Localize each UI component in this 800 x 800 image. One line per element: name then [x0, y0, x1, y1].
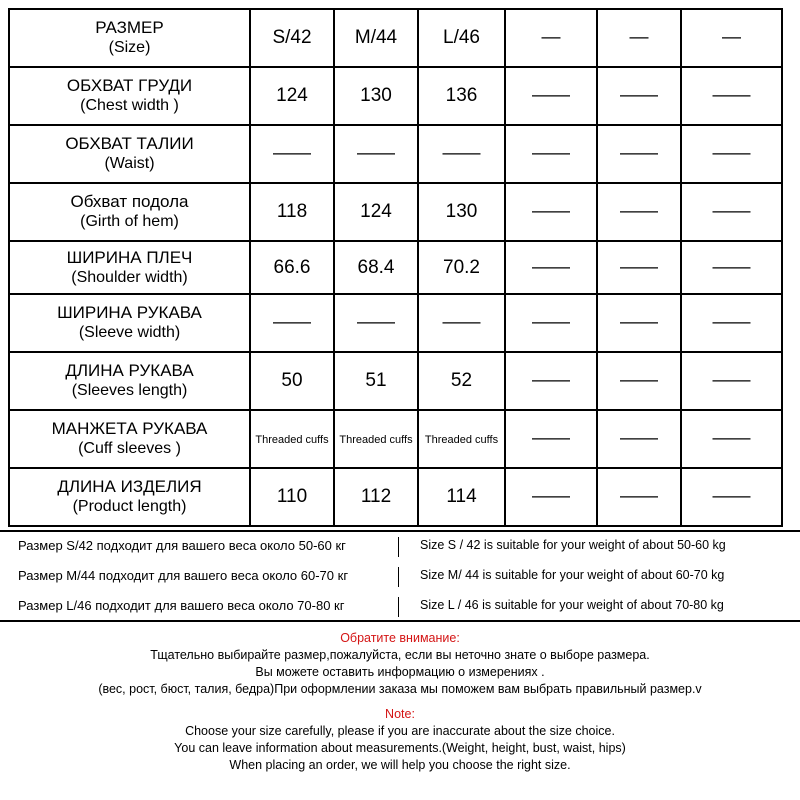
weight-row-en: Size M/ 44 is suitable for your weight of about 60-70 kg — [420, 568, 725, 582]
row-label-cell — [9, 9, 250, 67]
value-cell — [505, 183, 597, 241]
value-cell — [418, 67, 505, 125]
notes-line-en: You can leave information about measurements.(Weight, height, bust, waist, hips) — [174, 741, 626, 755]
value-cell — [681, 352, 782, 410]
value-text: —— — [442, 312, 481, 333]
notes-section — [0, 630, 800, 774]
notes-line-ru: Вы можете оставить информацию о измерениях . — [255, 665, 545, 679]
value-cell — [505, 410, 597, 468]
value-text: —— — [712, 486, 751, 507]
row-label-cell — [9, 67, 250, 125]
row-label-en: (Girth of hem) — [80, 213, 179, 230]
value-cell — [681, 183, 782, 241]
value-cell — [505, 9, 597, 67]
row-label-cell — [9, 294, 250, 352]
value-cell — [597, 125, 681, 183]
size-table-row — [9, 352, 782, 410]
value-text: 118 — [276, 201, 308, 222]
row-label-en: (Sleeve width) — [78, 324, 181, 341]
size-table-row — [9, 241, 782, 294]
weight-top-border — [0, 530, 800, 532]
notes-title-ru: Обратите внимание: — [340, 631, 460, 645]
value-cell — [505, 67, 597, 125]
row-label-en: (Shoulder width) — [71, 268, 188, 286]
value-cell — [334, 183, 418, 241]
row-label-cell — [9, 468, 250, 526]
value-cell — [597, 410, 681, 468]
value-text: M/44 — [354, 27, 398, 48]
value-text: 136 — [445, 85, 478, 106]
value-text: —— — [532, 312, 570, 333]
row-label-cell — [9, 125, 250, 183]
value-cell — [250, 294, 334, 352]
value-text: —— — [712, 201, 751, 222]
row-label-en: (Product length) — [72, 498, 187, 515]
value-cell — [418, 294, 505, 352]
weight-divider — [398, 597, 399, 617]
notes-line-ru: (вес, рост, бюст, талия, бедра)При оформлении заказа мы поможем вам выбрать правильный размер.v — [98, 682, 702, 696]
weight-divider — [398, 537, 399, 557]
weight-row-ru: Размер S/42 подходит для вашего веса около 50-60 кг — [18, 538, 346, 553]
weight-bottom-border — [0, 620, 800, 622]
value-cell — [505, 241, 597, 294]
value-cell — [250, 410, 334, 468]
row-label-ru: РАЗМЕР — [95, 18, 164, 37]
row-label-ru: Обхват подола — [70, 192, 189, 211]
value-cell — [505, 125, 597, 183]
value-text: —— — [620, 312, 658, 333]
notes-line-en: When placing an order, we will help you choose the right size. — [229, 758, 571, 772]
value-cell — [597, 67, 681, 125]
value-cell — [681, 125, 782, 183]
row-label-ru: ДЛИНА РУКАВА — [65, 361, 194, 380]
notes-line-ru: Тщательно выбирайте размер,пожалуйста, если вы неточно знате о выборе размера. — [150, 648, 650, 662]
value-text: 66.6 — [273, 256, 311, 278]
value-text: 112 — [360, 486, 392, 507]
value-cell — [250, 241, 334, 294]
value-cell — [250, 352, 334, 410]
value-text: L/46 — [443, 27, 480, 48]
value-text: —— — [532, 256, 570, 278]
value-cell — [418, 241, 505, 294]
size-table-row — [9, 410, 782, 468]
value-text: —— — [620, 201, 658, 222]
value-text: — — [629, 27, 649, 48]
value-text: S/42 — [272, 27, 312, 48]
value-text: —— — [620, 370, 658, 391]
value-cell — [418, 352, 505, 410]
row-label-ru: ОБХВАТ ТАЛИИ — [65, 134, 194, 153]
value-text: 130 — [360, 85, 392, 106]
row-label-ru: МАНЖЕТА РУКАВА — [51, 419, 208, 438]
weight-row-en: Size S / 42 is suitable for your weight of about 50-60 kg — [420, 538, 726, 552]
value-cell — [250, 125, 334, 183]
value-text: —— — [532, 486, 570, 507]
value-cell — [681, 468, 782, 526]
value-cell — [334, 352, 418, 410]
value-text: —— — [712, 312, 751, 333]
notes-line-en: Choose your size carefully, please if you are inaccurate about the size choice. — [185, 724, 615, 738]
row-label-cell — [9, 241, 250, 294]
value-cell — [418, 183, 505, 241]
value-text: —— — [357, 143, 395, 164]
value-cell — [681, 9, 782, 67]
value-text: 70.2 — [443, 256, 480, 278]
weight-row-en: Size L / 46 is suitable for your weight of about 70-80 kg — [420, 598, 724, 612]
value-cell — [250, 9, 334, 67]
value-cell — [334, 241, 418, 294]
value-text: —— — [620, 428, 658, 449]
value-cell — [505, 294, 597, 352]
weight-divider — [398, 567, 399, 587]
value-cell — [597, 352, 681, 410]
value-text: Threaded cuffs — [255, 434, 329, 446]
value-text: —— — [712, 256, 751, 278]
size-chart-table — [8, 8, 783, 527]
value-text: Threaded cuffs — [339, 434, 413, 446]
row-label-en: (Chest width ) — [80, 97, 179, 114]
value-text: 130 — [445, 201, 478, 222]
value-cell — [418, 125, 505, 183]
value-text: —— — [273, 143, 311, 164]
row-label-cell — [9, 352, 250, 410]
size-table-row — [9, 67, 782, 125]
value-text: Threaded cuffs — [424, 434, 499, 446]
value-cell — [250, 468, 334, 526]
value-text: —— — [273, 312, 311, 333]
row-label-cell — [9, 410, 250, 468]
row-label-en: (Cuff sleeves ) — [78, 440, 181, 457]
size-table-row — [9, 9, 782, 67]
row-label-ru: ШИРИНА ПЛЕЧ — [66, 247, 193, 267]
value-text: —— — [712, 143, 751, 164]
value-cell — [334, 67, 418, 125]
size-chart-body — [9, 9, 782, 526]
value-text: —— — [620, 143, 658, 164]
value-cell — [681, 241, 782, 294]
size-table-row — [9, 125, 782, 183]
value-cell — [505, 352, 597, 410]
weight-guide — [0, 521, 800, 622]
value-cell — [597, 294, 681, 352]
value-cell — [334, 9, 418, 67]
value-text: — — [541, 27, 561, 48]
value-text: —— — [620, 85, 658, 106]
value-cell — [334, 125, 418, 183]
weight-row-ru: Размер L/46 подходит для вашего веса около 70-80 кг — [18, 598, 345, 613]
size-table-row — [9, 468, 782, 526]
value-text: 52 — [450, 370, 473, 391]
value-text: 124 — [360, 201, 392, 222]
value-text: —— — [442, 143, 481, 164]
value-text: 50 — [281, 370, 303, 391]
value-cell — [250, 67, 334, 125]
value-text: 51 — [365, 370, 387, 391]
value-text: 110 — [276, 486, 308, 507]
row-label-cell — [9, 183, 250, 241]
value-text: —— — [532, 201, 570, 222]
weight-row-ru: Размер M/44 подходит для вашего веса около 60-70 кг — [18, 568, 349, 583]
value-text: —— — [532, 85, 570, 106]
value-cell — [334, 468, 418, 526]
value-cell — [250, 183, 334, 241]
row-label-ru: ОБХВАТ ГРУДИ — [66, 76, 193, 95]
value-text: —— — [357, 312, 395, 333]
value-cell — [418, 9, 505, 67]
value-text: —— — [620, 256, 658, 278]
value-cell — [681, 410, 782, 468]
value-cell — [597, 183, 681, 241]
value-cell — [597, 9, 681, 67]
value-cell — [681, 294, 782, 352]
row-label-en: (Waist) — [104, 155, 155, 172]
value-text: —— — [712, 85, 751, 106]
value-text: 114 — [446, 486, 477, 507]
size-table-row — [9, 183, 782, 241]
value-text: —— — [532, 370, 570, 391]
value-cell — [597, 468, 681, 526]
notes-title-en: Note: — [385, 707, 415, 721]
row-label-en: (Size) — [108, 39, 151, 56]
row-label-en: (Sleeves length) — [71, 382, 188, 399]
value-text: —— — [712, 370, 751, 391]
value-text: —— — [532, 143, 570, 164]
value-cell — [334, 294, 418, 352]
value-text: —— — [532, 428, 570, 449]
value-text: —— — [712, 428, 751, 449]
value-cell — [334, 410, 418, 468]
size-table-row — [9, 294, 782, 352]
value-cell — [681, 67, 782, 125]
value-text: — — [722, 27, 741, 48]
value-text: 68.4 — [357, 256, 395, 278]
value-cell — [505, 468, 597, 526]
value-cell — [597, 241, 681, 294]
value-cell — [418, 468, 505, 526]
value-text: 124 — [276, 85, 308, 106]
row-label-ru: ДЛИНА ИЗДЕЛИЯ — [57, 477, 202, 496]
row-label-ru: ШИРИНА РУКАВА — [57, 303, 202, 322]
value-cell — [418, 410, 505, 468]
value-text: —— — [620, 486, 658, 507]
